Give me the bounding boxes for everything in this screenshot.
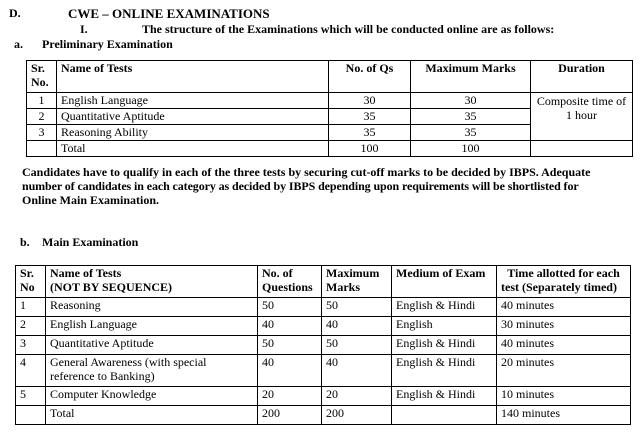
main-test-name: English Language — [46, 317, 258, 336]
main-test-name: Computer Knowledge — [46, 387, 258, 406]
main-header-sr-line2: No — [20, 280, 35, 294]
main-test-name: Reasoning — [46, 298, 258, 317]
main-medium: English & Hindi — [392, 336, 497, 355]
prelim-table — [26, 60, 633, 157]
main-time: 140 minutes — [497, 406, 631, 425]
prelim-test-name: Total — [57, 141, 329, 157]
main-header-qs — [258, 266, 322, 298]
prelim-sr: 3 — [27, 125, 57, 141]
prelim-marks: 35 — [411, 125, 531, 141]
main-sr: 4 — [16, 355, 46, 387]
main-header-qs-line1: No. of — [262, 266, 293, 280]
main-time: 40 minutes — [497, 336, 631, 355]
table-row — [16, 317, 631, 336]
prelim-qs: 35 — [329, 125, 411, 141]
prelim-duration: Composite time of 1 hour — [531, 93, 633, 141]
main-heading: Main Examination — [42, 235, 139, 249]
main-test-name: Total — [46, 406, 258, 425]
prelim-sr — [27, 141, 57, 157]
main-time: 30 minutes — [497, 317, 631, 336]
main-header-name-line1: Name of Tests — [50, 266, 122, 280]
prelim-marks: 30 — [411, 93, 531, 109]
main-marks: 20 — [322, 387, 392, 406]
prelim-header-row — [27, 61, 633, 93]
main-qs: 40 — [258, 317, 322, 336]
qualify-note-line1: Candidates have to qualify in each of the three tests by securing cut-off marks to be decided by IBPS. Adequate — [22, 165, 591, 179]
main-sr: 5 — [16, 387, 46, 406]
qualify-note-line3: Online Main Examination. — [22, 193, 160, 207]
main-time: 10 minutes — [497, 387, 631, 406]
main-header-time-line1: Time allotted for each — [507, 266, 620, 280]
main-header-marks-line2: Marks — [326, 280, 360, 294]
main-qs: 200 — [258, 406, 322, 425]
prelim-header-qs: No. of Qs — [329, 61, 411, 93]
main-marks: 200 — [322, 406, 392, 425]
main-qs: 40 — [258, 355, 322, 387]
prelim-header-duration: Duration — [531, 61, 633, 93]
prelim-qs: 35 — [329, 109, 411, 125]
table-row — [16, 298, 631, 317]
prelim-test-name: English Language — [57, 93, 329, 109]
prelim-sr: 1 — [27, 93, 57, 109]
main-medium: English & Hindi — [392, 387, 497, 406]
main-qs: 50 — [258, 298, 322, 317]
prelim-header-name: Name of Tests — [57, 61, 329, 93]
qualify-note — [22, 165, 622, 207]
section-title: CWE – ONLINE EXAMINATIONS — [68, 6, 270, 21]
table-row — [27, 93, 633, 109]
prelim-heading: Preliminary Examination — [42, 37, 173, 51]
prelim-marks: 100 — [411, 141, 531, 157]
prelim-duration-empty — [531, 141, 633, 157]
table-row — [16, 387, 631, 406]
main-header-name — [46, 266, 258, 298]
table-row — [16, 355, 631, 387]
main-table — [15, 265, 631, 425]
main-test-name: General Awareness (with special reference to Banking) — [46, 355, 258, 387]
main-medium: English — [392, 317, 497, 336]
prelim-qs: 30 — [329, 93, 411, 109]
qualify-note-line2: number of candidates in each category as decided by IBPS depending upon requirements will be shortlisted for — [22, 179, 579, 193]
table-row — [27, 141, 633, 157]
main-label: b. — [20, 235, 30, 249]
item-number: I. — [80, 22, 88, 36]
table-row — [16, 406, 631, 425]
section-letter: D. — [9, 6, 21, 20]
main-qs: 50 — [258, 336, 322, 355]
prelim-test-name: Reasoning Ability — [57, 125, 329, 141]
prelim-header-sr: Sr. No. — [27, 61, 57, 93]
main-sr: 2 — [16, 317, 46, 336]
main-header-qs-line2: Questions — [262, 280, 313, 294]
main-test-name: Quantitative Aptitude — [46, 336, 258, 355]
main-header-row — [16, 266, 631, 298]
main-header-time — [497, 266, 631, 298]
prelim-qs: 100 — [329, 141, 411, 157]
main-header-marks — [322, 266, 392, 298]
table-row — [16, 336, 631, 355]
main-time: 40 minutes — [497, 298, 631, 317]
prelim-label: a. — [14, 37, 23, 51]
main-sr: 1 — [16, 298, 46, 317]
main-time: 20 minutes — [497, 355, 631, 387]
main-medium: English & Hindi — [392, 298, 497, 317]
main-header-medium: Medium of Exam — [392, 266, 497, 298]
main-marks: 50 — [322, 298, 392, 317]
main-sr: 3 — [16, 336, 46, 355]
main-header-name-line2: (NOT BY SEQUENCE) — [50, 280, 173, 294]
prelim-test-name: Quantitative Aptitude — [57, 109, 329, 125]
main-marks: 40 — [322, 355, 392, 387]
prelim-marks: 35 — [411, 109, 531, 125]
main-medium: English & Hindi — [392, 355, 497, 387]
main-header-time-line2: test (Separately timed) — [501, 280, 617, 294]
prelim-sr: 2 — [27, 109, 57, 125]
main-header-sr — [16, 266, 46, 298]
main-qs: 20 — [258, 387, 322, 406]
intro-text: The structure of the Examinations which will be conducted online are as follows: — [142, 22, 555, 36]
main-medium — [392, 406, 497, 425]
main-marks: 50 — [322, 336, 392, 355]
prelim-header-marks: Maximum Marks — [411, 61, 531, 93]
main-header-sr-line1: Sr. — [20, 266, 34, 280]
main-marks: 40 — [322, 317, 392, 336]
main-sr — [16, 406, 46, 425]
main-header-marks-line1: Maximum — [326, 266, 380, 280]
